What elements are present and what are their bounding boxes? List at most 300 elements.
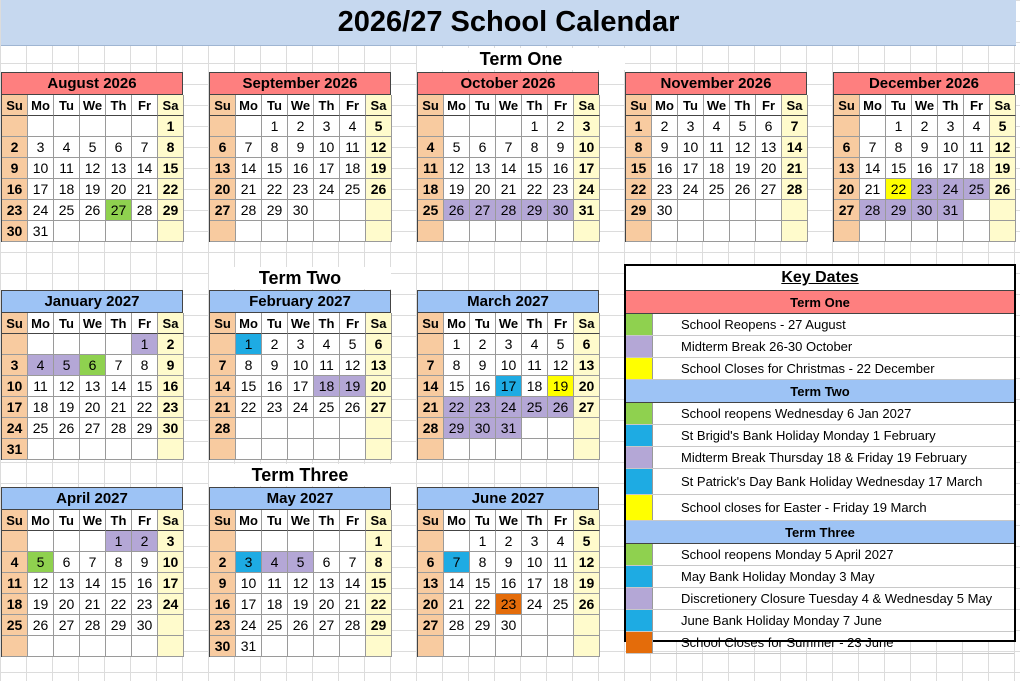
day-cell: 4 (418, 137, 444, 158)
day-cell: 22 (106, 594, 132, 615)
month-calendar (625, 72, 807, 242)
weekday-header: Th (938, 95, 964, 116)
day-cell: 29 (158, 200, 184, 221)
day-cell: 20 (366, 376, 392, 397)
day-cell: 6 (366, 334, 392, 355)
empty-day-cell (756, 221, 782, 242)
day-cell: 15 (366, 573, 392, 594)
day-cell: 26 (574, 594, 600, 615)
weekday-header: Fr (548, 313, 574, 334)
day-cell: 18 (262, 594, 288, 615)
month-title: November 2026 (625, 72, 807, 95)
day-cell: 13 (366, 355, 392, 376)
day-cell: 2 (470, 334, 496, 355)
day-cell: 20 (54, 594, 80, 615)
day-cell: 10 (314, 137, 340, 158)
key-item (626, 610, 1014, 632)
day-cell: 25 (28, 418, 54, 439)
weekday-header: Mo (652, 95, 678, 116)
day-cell: 18 (964, 158, 990, 179)
empty-day-cell (2, 116, 28, 137)
day-cell: 19 (28, 594, 54, 615)
day-cell: 27 (834, 200, 860, 221)
day-cell: 8 (470, 552, 496, 573)
day-cell: 4 (340, 116, 366, 137)
empty-day-cell (158, 439, 184, 460)
day-cell: 16 (158, 376, 184, 397)
month-grid (209, 510, 391, 657)
empty-day-cell (470, 221, 496, 242)
month-calendar (1, 487, 183, 657)
day-cell: 14 (418, 376, 444, 397)
day-cell: 27 (418, 615, 444, 636)
day-cell: 13 (210, 158, 236, 179)
day-cell: 24 (288, 397, 314, 418)
day-cell: 25 (314, 397, 340, 418)
day-cell: 18 (418, 179, 444, 200)
key-item-text: St Patrick's Day Bank Holiday Wednesday 17 March (681, 474, 983, 489)
day-cell: 20 (418, 594, 444, 615)
day-cell: 22 (262, 179, 288, 200)
day-cell: 8 (522, 137, 548, 158)
day-cell: 14 (106, 376, 132, 397)
empty-day-cell (262, 221, 288, 242)
day-cell: 5 (730, 116, 756, 137)
key-item (626, 425, 1014, 447)
day-cell: 9 (496, 552, 522, 573)
day-cell: 14 (444, 573, 470, 594)
empty-day-cell (366, 439, 392, 460)
day-cell: 29 (470, 615, 496, 636)
day-cell: 8 (262, 137, 288, 158)
day-cell: 26 (366, 179, 392, 200)
day-cell: 21 (860, 179, 886, 200)
empty-day-cell (990, 221, 1016, 242)
month-title: December 2026 (833, 72, 1015, 95)
empty-day-cell (704, 221, 730, 242)
day-cell: 9 (652, 137, 678, 158)
day-cell: 7 (106, 355, 132, 376)
key-color-swatch (626, 314, 653, 335)
day-cell: 5 (340, 334, 366, 355)
month-grid (1, 313, 183, 460)
weekday-header: Tu (678, 95, 704, 116)
weekday-header: Fr (132, 313, 158, 334)
weekday-header: Th (314, 313, 340, 334)
day-cell: 25 (704, 179, 730, 200)
empty-day-cell (418, 439, 444, 460)
day-cell: 3 (158, 531, 184, 552)
day-cell: 9 (158, 355, 184, 376)
day-cell: 28 (418, 418, 444, 439)
day-cell: 17 (496, 376, 522, 397)
day-cell: 23 (2, 200, 28, 221)
month-calendar (1, 72, 183, 242)
day-cell: 9 (210, 573, 236, 594)
day-cell: 22 (236, 397, 262, 418)
day-cell: 14 (236, 158, 262, 179)
empty-day-cell (418, 221, 444, 242)
day-cell: 29 (522, 200, 548, 221)
day-cell: 9 (470, 355, 496, 376)
day-cell: 23 (262, 397, 288, 418)
weekday-header: Su (626, 95, 652, 116)
weekday-header: Su (2, 313, 28, 334)
weekday-header: Sa (366, 313, 392, 334)
empty-day-cell (522, 636, 548, 657)
weekday-header: Fr (756, 95, 782, 116)
day-cell: 8 (132, 355, 158, 376)
day-cell: 2 (132, 531, 158, 552)
day-cell: 19 (340, 376, 366, 397)
day-cell: 27 (366, 397, 392, 418)
weekday-header: We (288, 510, 314, 531)
weekday-header: Fr (548, 510, 574, 531)
day-cell: 13 (106, 158, 132, 179)
day-cell: 11 (522, 355, 548, 376)
day-cell: 9 (2, 158, 28, 179)
empty-day-cell (574, 636, 600, 657)
day-cell: 10 (288, 355, 314, 376)
empty-day-cell (236, 116, 262, 137)
day-cell: 3 (288, 334, 314, 355)
empty-day-cell (912, 221, 938, 242)
month-title: June 2027 (417, 487, 599, 510)
empty-day-cell (548, 636, 574, 657)
day-cell: 17 (938, 158, 964, 179)
weekday-header: Su (2, 510, 28, 531)
empty-day-cell (470, 636, 496, 657)
weekday-header: Mo (28, 313, 54, 334)
day-cell: 15 (262, 158, 288, 179)
day-cell: 11 (314, 355, 340, 376)
empty-day-cell (574, 439, 600, 460)
day-cell: 13 (314, 573, 340, 594)
weekday-header: Mo (236, 313, 262, 334)
weekday-header: Sa (990, 95, 1016, 116)
empty-day-cell (80, 116, 106, 137)
day-cell: 30 (210, 636, 236, 657)
day-cell: 15 (132, 376, 158, 397)
day-cell: 28 (782, 179, 808, 200)
day-cell: 29 (444, 418, 470, 439)
key-item-text: School reopens Monday 5 April 2027 (681, 547, 894, 562)
key-color-swatch (626, 403, 653, 424)
day-cell: 6 (106, 137, 132, 158)
month-calendar (417, 290, 599, 460)
key-item (626, 495, 1014, 521)
key-item (626, 314, 1014, 336)
empty-day-cell (288, 636, 314, 657)
day-cell: 13 (470, 158, 496, 179)
empty-day-cell (678, 221, 704, 242)
day-cell: 28 (444, 615, 470, 636)
empty-day-cell (366, 636, 392, 657)
day-cell: 14 (496, 158, 522, 179)
day-cell: 12 (340, 355, 366, 376)
day-cell: 11 (28, 376, 54, 397)
day-cell: 12 (54, 376, 80, 397)
day-cell: 24 (236, 615, 262, 636)
month-grid (209, 313, 391, 460)
day-cell: 1 (444, 334, 470, 355)
day-cell: 25 (54, 200, 80, 221)
day-cell: 7 (418, 355, 444, 376)
day-cell: 17 (678, 158, 704, 179)
day-cell: 6 (574, 334, 600, 355)
day-cell: 16 (496, 573, 522, 594)
empty-day-cell (314, 200, 340, 221)
day-cell: 19 (990, 158, 1016, 179)
day-cell: 30 (470, 418, 496, 439)
day-cell: 8 (626, 137, 652, 158)
day-cell: 5 (54, 355, 80, 376)
day-cell: 1 (626, 116, 652, 137)
day-cell: 2 (2, 137, 28, 158)
day-cell: 21 (106, 397, 132, 418)
day-cell: 1 (522, 116, 548, 137)
day-cell: 21 (444, 594, 470, 615)
weekday-header: Su (210, 95, 236, 116)
empty-day-cell (522, 439, 548, 460)
day-cell: 18 (548, 573, 574, 594)
month-calendar (209, 487, 391, 657)
day-cell: 11 (262, 573, 288, 594)
empty-day-cell (54, 531, 80, 552)
day-cell: 3 (236, 552, 262, 573)
empty-day-cell (314, 221, 340, 242)
day-cell: 7 (444, 552, 470, 573)
empty-day-cell (314, 636, 340, 657)
empty-day-cell (444, 221, 470, 242)
day-cell: 26 (28, 615, 54, 636)
empty-day-cell (28, 531, 54, 552)
day-cell: 8 (366, 552, 392, 573)
day-cell: 21 (210, 397, 236, 418)
weekday-header: Mo (236, 95, 262, 116)
empty-day-cell (210, 221, 236, 242)
day-cell: 3 (28, 137, 54, 158)
empty-day-cell (262, 636, 288, 657)
key-item-text: School closes for Easter - Friday 19 March (681, 500, 927, 515)
day-cell: 5 (574, 531, 600, 552)
key-color-swatch (626, 610, 653, 631)
empty-day-cell (236, 221, 262, 242)
weekday-header: We (288, 95, 314, 116)
key-item-text: Midterm Break Thursday 18 & Friday 19 February (681, 450, 967, 465)
weekday-header: Th (106, 313, 132, 334)
day-cell: 27 (574, 397, 600, 418)
day-cell: 22 (132, 397, 158, 418)
day-cell: 3 (314, 116, 340, 137)
day-cell: 7 (80, 552, 106, 573)
weekday-header: Tu (262, 510, 288, 531)
day-cell: 1 (470, 531, 496, 552)
day-cell: 19 (574, 573, 600, 594)
day-cell: 8 (886, 137, 912, 158)
weekday-header: Th (522, 313, 548, 334)
day-cell: 22 (886, 179, 912, 200)
day-cell: 8 (236, 355, 262, 376)
day-cell: 29 (366, 615, 392, 636)
empty-day-cell (938, 221, 964, 242)
day-cell: 3 (574, 116, 600, 137)
day-cell: 14 (782, 137, 808, 158)
term-heading: Term One (417, 48, 625, 70)
empty-day-cell (496, 439, 522, 460)
month-title: March 2027 (417, 290, 599, 313)
weekday-header: Su (210, 510, 236, 531)
empty-day-cell (80, 334, 106, 355)
day-cell: 23 (210, 615, 236, 636)
day-cell: 16 (210, 594, 236, 615)
empty-day-cell (704, 200, 730, 221)
key-item (626, 588, 1014, 610)
weekday-header: We (496, 510, 522, 531)
day-cell: 21 (132, 179, 158, 200)
day-cell: 5 (288, 552, 314, 573)
day-cell: 3 (522, 531, 548, 552)
key-item (626, 632, 1014, 654)
day-cell: 13 (756, 137, 782, 158)
day-cell: 6 (470, 137, 496, 158)
day-cell: 17 (314, 158, 340, 179)
weekday-header: Su (418, 313, 444, 334)
day-cell: 12 (548, 355, 574, 376)
day-cell: 24 (28, 200, 54, 221)
day-cell: 31 (938, 200, 964, 221)
day-cell: 1 (262, 116, 288, 137)
month-title: October 2026 (417, 72, 599, 95)
day-cell: 7 (236, 137, 262, 158)
weekday-header: Sa (574, 510, 600, 531)
day-cell: 13 (54, 573, 80, 594)
key-term-heading: Term Two (626, 380, 1014, 403)
day-cell: 20 (314, 594, 340, 615)
day-cell: 28 (80, 615, 106, 636)
day-cell: 24 (314, 179, 340, 200)
day-cell: 16 (912, 158, 938, 179)
empty-day-cell (340, 418, 366, 439)
empty-day-cell (964, 221, 990, 242)
day-cell: 2 (288, 116, 314, 137)
day-cell: 29 (886, 200, 912, 221)
day-cell: 9 (262, 355, 288, 376)
weekday-header: Tu (470, 95, 496, 116)
month-calendar (833, 72, 1015, 242)
day-cell: 3 (938, 116, 964, 137)
key-item (626, 358, 1014, 380)
key-color-swatch (626, 447, 653, 468)
weekday-header: Su (834, 95, 860, 116)
day-cell: 14 (860, 158, 886, 179)
day-cell: 21 (340, 594, 366, 615)
empty-day-cell (2, 636, 28, 657)
day-cell: 24 (678, 179, 704, 200)
key-term-heading: Term Three (626, 521, 1014, 544)
day-cell: 27 (106, 200, 132, 221)
weekday-header: Sa (366, 95, 392, 116)
empty-day-cell (54, 334, 80, 355)
day-cell: 26 (288, 615, 314, 636)
empty-day-cell (288, 531, 314, 552)
empty-day-cell (574, 615, 600, 636)
day-cell: 18 (2, 594, 28, 615)
day-cell: 4 (522, 334, 548, 355)
day-cell: 7 (132, 137, 158, 158)
day-cell: 14 (80, 573, 106, 594)
day-cell: 2 (210, 552, 236, 573)
day-cell: 17 (236, 594, 262, 615)
weekday-header: Su (210, 313, 236, 334)
empty-day-cell (340, 439, 366, 460)
day-cell: 23 (912, 179, 938, 200)
key-item (626, 566, 1014, 588)
key-color-swatch (626, 632, 653, 653)
weekday-header: Fr (340, 95, 366, 116)
empty-day-cell (340, 200, 366, 221)
empty-day-cell (314, 418, 340, 439)
empty-day-cell (210, 531, 236, 552)
day-cell: 25 (522, 397, 548, 418)
page-title: 2026/27 School Calendar (1, 0, 1016, 46)
empty-day-cell (28, 439, 54, 460)
weekday-header: Tu (470, 510, 496, 531)
day-cell: 22 (626, 179, 652, 200)
weekday-header: Tu (262, 313, 288, 334)
day-cell: 30 (548, 200, 574, 221)
empty-day-cell (652, 221, 678, 242)
empty-day-cell (132, 439, 158, 460)
month-calendar (417, 72, 599, 242)
empty-day-cell (80, 439, 106, 460)
day-cell: 10 (158, 552, 184, 573)
day-cell: 5 (548, 334, 574, 355)
day-cell: 12 (730, 137, 756, 158)
day-cell: 27 (80, 418, 106, 439)
key-color-swatch (626, 495, 653, 520)
day-cell: 30 (2, 221, 28, 242)
day-cell: 16 (262, 376, 288, 397)
weekday-header: Fr (340, 313, 366, 334)
day-cell: 18 (704, 158, 730, 179)
empty-day-cell (210, 439, 236, 460)
day-cell: 19 (80, 179, 106, 200)
day-cell: 9 (548, 137, 574, 158)
day-cell: 25 (964, 179, 990, 200)
day-cell: 6 (756, 116, 782, 137)
day-cell: 22 (444, 397, 470, 418)
weekday-header: Mo (860, 95, 886, 116)
key-color-swatch (626, 358, 653, 379)
empty-day-cell (236, 531, 262, 552)
day-cell: 22 (522, 179, 548, 200)
empty-day-cell (678, 200, 704, 221)
day-cell: 11 (2, 573, 28, 594)
weekday-header: Th (314, 95, 340, 116)
empty-day-cell (782, 221, 808, 242)
key-color-swatch (626, 588, 653, 609)
empty-day-cell (626, 221, 652, 242)
day-cell: 25 (262, 615, 288, 636)
day-cell: 31 (574, 200, 600, 221)
empty-day-cell (522, 418, 548, 439)
empty-day-cell (366, 221, 392, 242)
day-cell: 15 (106, 573, 132, 594)
day-cell: 20 (756, 158, 782, 179)
day-cell: 15 (444, 376, 470, 397)
day-cell: 10 (678, 137, 704, 158)
